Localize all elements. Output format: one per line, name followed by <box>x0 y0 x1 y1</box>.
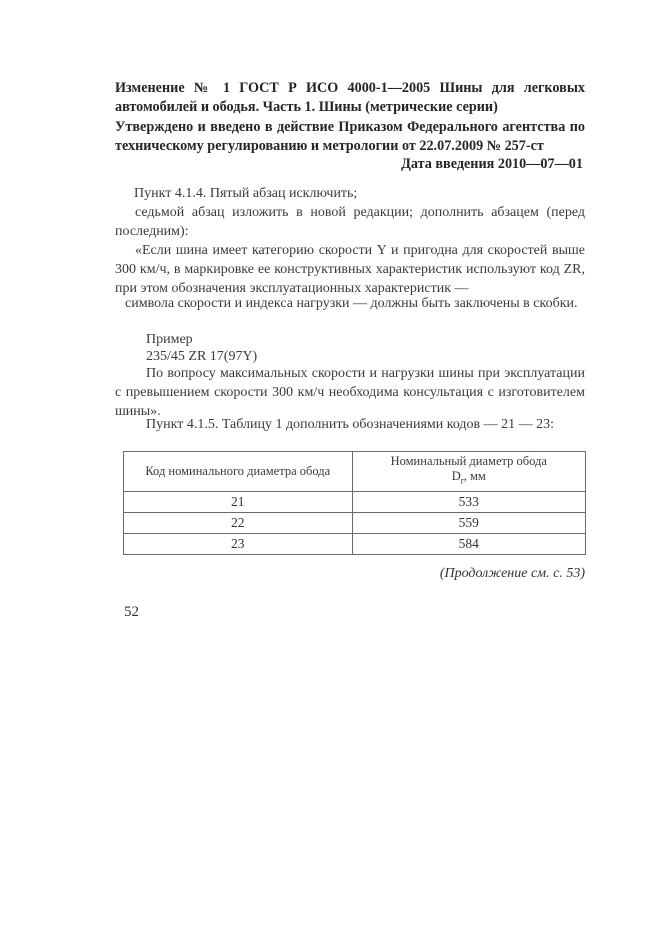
introduction-date: Дата введения 2010—07—01 <box>401 156 583 172</box>
cell-diameter: 533 <box>352 491 586 512</box>
cell-code: 23 <box>124 533 353 554</box>
header-rim-diameter-label: Номинальный диаметр обода <box>390 454 547 468</box>
diameter-unit: , мм <box>463 469 486 483</box>
cell-code: 22 <box>124 512 353 533</box>
paragraph-2: седьмой абзац изложить в новой редакции; дополнить абзацем (перед последним): <box>115 205 585 239</box>
header-rim-code: Код номинального диаметра обода <box>124 452 353 492</box>
cell-code: 21 <box>124 491 353 512</box>
paragraph-4: символа скорости и индекса нагрузки — должны быть заключены в скобки. <box>125 296 578 311</box>
cell-diameter: 584 <box>352 533 586 554</box>
approval-statement: Утверждено и введено в действие Приказом Федерального агентства по техническому регулированию и метрологии от 22.07.2009 № 257-ст <box>115 119 585 154</box>
rim-codes-table <box>123 451 586 555</box>
paragraph-3: «Если шина имеет категорию скорости Y и пригодна для скоростей выше 300 км/ч, в маркировке ее конструктивных характеристик используют код ZR, при этом обозначения эксплуатационных характеристик — <box>115 243 585 296</box>
table-row <box>124 512 586 533</box>
table-row <box>124 491 586 512</box>
continuation-note: (Продолжение см. с. 53) <box>439 566 585 581</box>
example-label: Пример <box>146 332 193 347</box>
paragraph-8: Пункт 4.1.5. Таблицу 1 дополнить обозначениями кодов — 21 — 23: <box>146 417 555 432</box>
amendment-title: Изменение № 1 ГОСТ Р ИСО 4000-1—2005 Шины для легковых автомобилей и ободья. Часть 1. Шины (метрические серии) <box>115 80 585 115</box>
example-code: 235/45 ZR 17(97Y) <box>146 349 258 364</box>
diameter-subscript: r <box>460 475 464 486</box>
paragraph-1: Пункт 4.1.4. Пятый абзац исключить; <box>134 186 358 201</box>
cell-diameter: 559 <box>352 512 586 533</box>
table-header-row <box>124 452 586 492</box>
table-row <box>124 533 586 554</box>
header-rim-diameter <box>352 452 586 492</box>
paragraph-7: По вопросу максимальных скорости и нагрузки шины при эксплуатации с превышением скорости 300 км/ч необходима консультация с изготовителем шины». <box>115 366 585 419</box>
diameter-symbol: D <box>451 469 461 483</box>
page-number: 52 <box>124 604 139 620</box>
